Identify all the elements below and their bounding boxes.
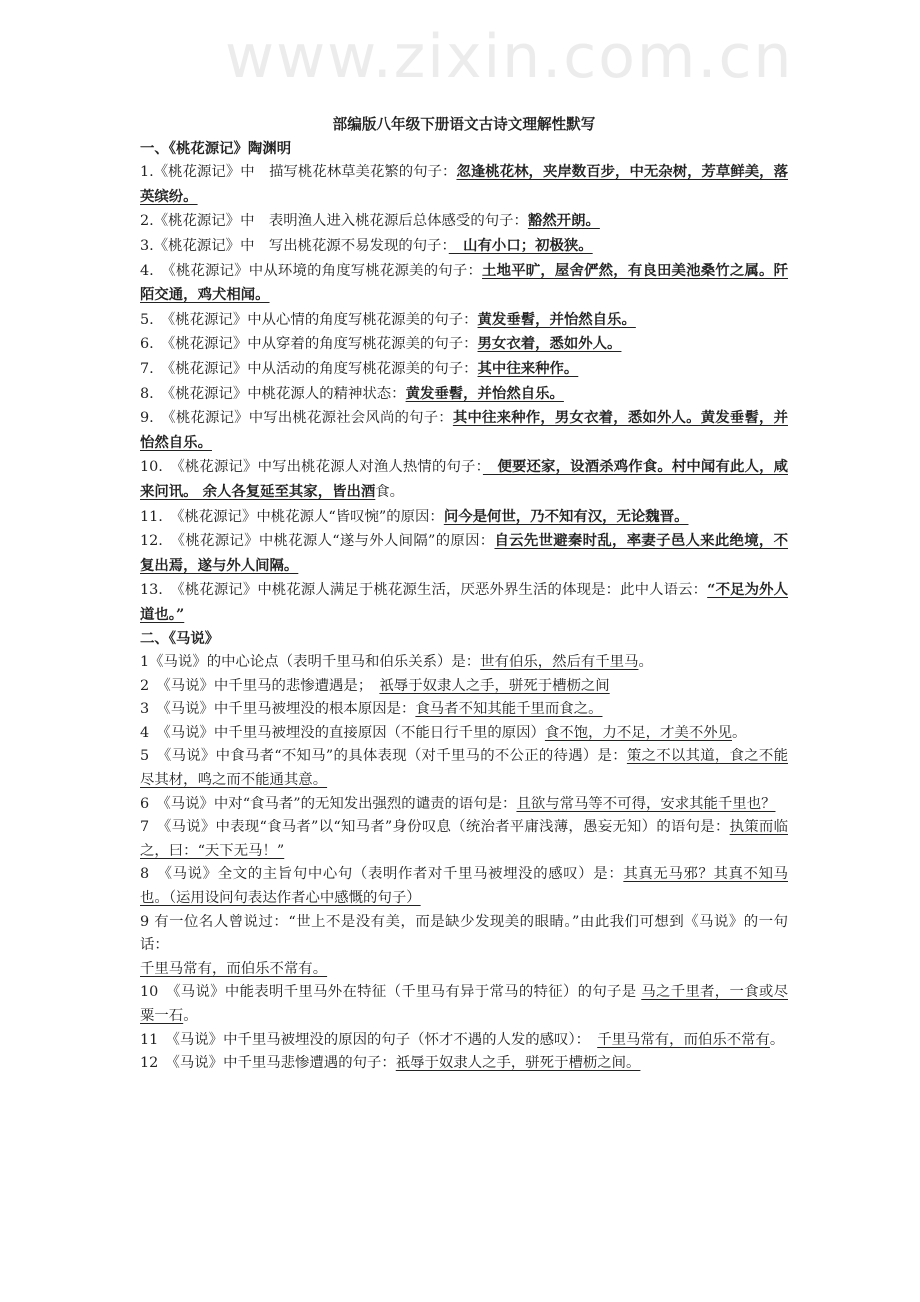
- answer-text: 食马者不知其能千里而食之。: [415, 701, 603, 718]
- section-heading: 二、《马说》: [140, 630, 220, 648]
- answer-text: 执策而临之，曰：“天下无马！”: [140, 819, 788, 859]
- answer-text: 食不饱，力不足，才美不外见: [544, 724, 732, 741]
- answer-text: 千里马常有，而伯乐不常有: [597, 1031, 770, 1048]
- question-text: 9. 《桃花源记》中写出桃花源社会风尚的句子：: [140, 410, 453, 427]
- question-item: [140, 209, 788, 234]
- section: [140, 627, 788, 1075]
- question-text: 2 《马说》中千里马的悲惨遭遇是；: [140, 677, 380, 694]
- answer-text: 策之不以其道，食之不能尽其材，鸣之而不能通其意。: [140, 748, 788, 789]
- question-text: 8 《马说》全文的主旨句中心句（表明作者对千里马被埋没的感叹）是：: [140, 866, 624, 883]
- question-item: [140, 911, 788, 982]
- answer-text: 山有小口；初极狭。: [448, 236, 593, 254]
- question-text: 5 《马说》中食马者“不知马”的具体表现（对千里马的不公正的待遇）是：: [140, 748, 627, 765]
- question-text: 1《马说》的中心论点（表明千里马和伯乐关系）是：: [140, 654, 481, 671]
- question-item: [140, 234, 788, 259]
- question-text: 7. 《桃花源记》中从活动的角度写桃花源美的句子：: [140, 360, 478, 377]
- answer-text: 黄发垂髫，并怡然自乐。: [405, 384, 564, 402]
- answer-text: 其真无马邪？其真不知马也。（运用设问句表达作者心中感慨的句子）: [140, 866, 788, 906]
- question-text: 11 《马说》中千里马被埋没的原因的句子（怀才不遇的人发的感叹）：: [140, 1031, 598, 1048]
- question-item: [140, 529, 788, 578]
- question-text: 3.《桃花源记》中 写出桃花源不易发现的句子：: [140, 237, 449, 254]
- question-item: [140, 745, 788, 792]
- question-text: 10. 《桃花源记》中写出桃花源人对渔人热情的句子：: [140, 459, 483, 476]
- answer-text: 土地平旷，屋舍俨然，有良田美池桑竹之属。阡陌交通，鸡犬相闻。: [140, 261, 788, 304]
- answer-text: 千里马常有，而伯乐不常有。: [140, 960, 328, 977]
- answer-text: 男女衣着，悉如外人。: [477, 335, 622, 353]
- section: [140, 137, 788, 628]
- answer-suffix: 。: [183, 1007, 198, 1024]
- question-item: [140, 816, 788, 863]
- answer-suffix: 食。: [375, 483, 405, 500]
- question-text: 8. 《桃花源记》中桃花源人的精神状态：: [140, 385, 406, 402]
- answer-text: 便要还家，设酒杀鸡作食。村中闻有此人，咸来问讯。 余人各复延至其家，皆出酒: [140, 458, 788, 500]
- question-item: [140, 981, 788, 1028]
- question-item: [140, 651, 788, 675]
- question-text: 4. 《桃花源记》中从环境的角度写桃花源美的句子：: [140, 262, 483, 279]
- question-text: 7 《马说》中表现“食马者”以“知马者”身份叹息（统治者平庸浅薄，愚妄无知）的语句是：: [140, 819, 730, 836]
- question-item: [140, 1029, 788, 1053]
- answer-text: 忽逢桃花林，夹岸数百步，中无杂树，芳草鲜美，落英缤纷。: [140, 163, 788, 205]
- answer-text: 且欲与常马等不可得，安求其能千里也？: [516, 795, 776, 812]
- question-item: [140, 1052, 788, 1076]
- answer-text: 问今是何世，乃不知有汉，无论魏晋。: [443, 507, 689, 525]
- answer-suffix: 。: [732, 724, 747, 741]
- question-text: 6 《马说》中对“食马者”的无知发出强烈的谴责的语句是：: [140, 795, 517, 812]
- answer-text: 其中往来种作。: [477, 359, 579, 377]
- question-text: 4 《马说》中千里马被埋没的直接原因（不能日行千里的原因）: [140, 724, 545, 741]
- question-text: 1.《桃花源记》中 描写桃花林草美花繁的句子：: [140, 164, 457, 181]
- question-item: [140, 406, 788, 455]
- question-text: 3 《马说》中千里马被埋没的根本原因是：: [140, 701, 416, 718]
- answer-text: 世有伯乐，然后有千里马: [480, 654, 639, 671]
- watermark: www.zixin.com.cn: [225, 22, 794, 92]
- question-text: 11. 《桃花源记》中桃花源人“皆叹惋”的原因：: [140, 508, 444, 525]
- answer-text: 其中往来种作，男女衣着，悉如外人。黄发垂髫，并怡然自乐。: [140, 409, 788, 451]
- answer-text: 自云先世避秦时乱，率妻子邑人来此绝境，不复出焉，遂与外人间隔。: [140, 532, 788, 574]
- question-text: 13. 《桃花源记》中桃花源人满足于桃花源生活，厌恶外界生活的体现是：此中人语云：: [140, 582, 708, 599]
- question-text: 9 有一位名人曾说过：“世上不是没有美，而是缺少发现美的眼睛。”由此我们可想到《马说》的一句话：: [140, 913, 788, 954]
- sections: [140, 137, 788, 1076]
- question-item: [140, 578, 788, 627]
- question-item: [140, 455, 788, 504]
- question-item: [140, 332, 788, 357]
- question-item: [140, 793, 788, 817]
- question-item: [140, 863, 788, 910]
- question-item: [140, 259, 788, 308]
- document-page: [140, 113, 788, 1076]
- question-item: [140, 160, 788, 209]
- question-text: 12. 《桃花源记》中桃花源人“遂与外人间隔”的原因：: [140, 533, 495, 550]
- answer-text: 祇辱于奴隶人之手，骈死于槽枥之间。: [395, 1055, 641, 1072]
- answer-text: 马之千里者，一食或尽粟一石: [140, 984, 788, 1024]
- question-item: [140, 698, 788, 722]
- question-item: [140, 675, 788, 699]
- question-item: [140, 722, 788, 746]
- answer-suffix: 。: [638, 654, 653, 671]
- question-text: 6. 《桃花源记》中从穿着的角度写桃花源美的句子：: [140, 336, 478, 353]
- question-text: 10 《马说》中能表明千里马外在特征（千里马有异于常马的特征）的句子是: [140, 984, 642, 1001]
- section-heading: 一、《桃花源记》陶渊明: [140, 139, 292, 157]
- question-item: [140, 382, 788, 407]
- answer-text: “不足为外人道也。”: [140, 581, 788, 623]
- answer-suffix: 。: [769, 1031, 785, 1048]
- answer-text: 黄发垂髫，并怡然自乐。: [477, 310, 636, 328]
- answer-text: 豁然开朗。: [527, 212, 600, 230]
- document-title: 部编版八年级下册语文古诗文理解性默写: [332, 116, 596, 133]
- question-item: [140, 308, 788, 333]
- answer-text: 祇辱于奴隶人之手，骈死于槽枥之间: [379, 677, 610, 694]
- question-item: [140, 357, 788, 382]
- question-text: 12 《马说》中千里马悲惨遭遇的句子：: [140, 1055, 396, 1072]
- question-item: [140, 505, 788, 530]
- question-text: 2.《桃花源记》中 表明渔人进入桃花源后总体感受的句子：: [140, 213, 528, 230]
- question-text: 5. 《桃花源记》中从心情的角度写桃花源美的句子：: [140, 311, 478, 328]
